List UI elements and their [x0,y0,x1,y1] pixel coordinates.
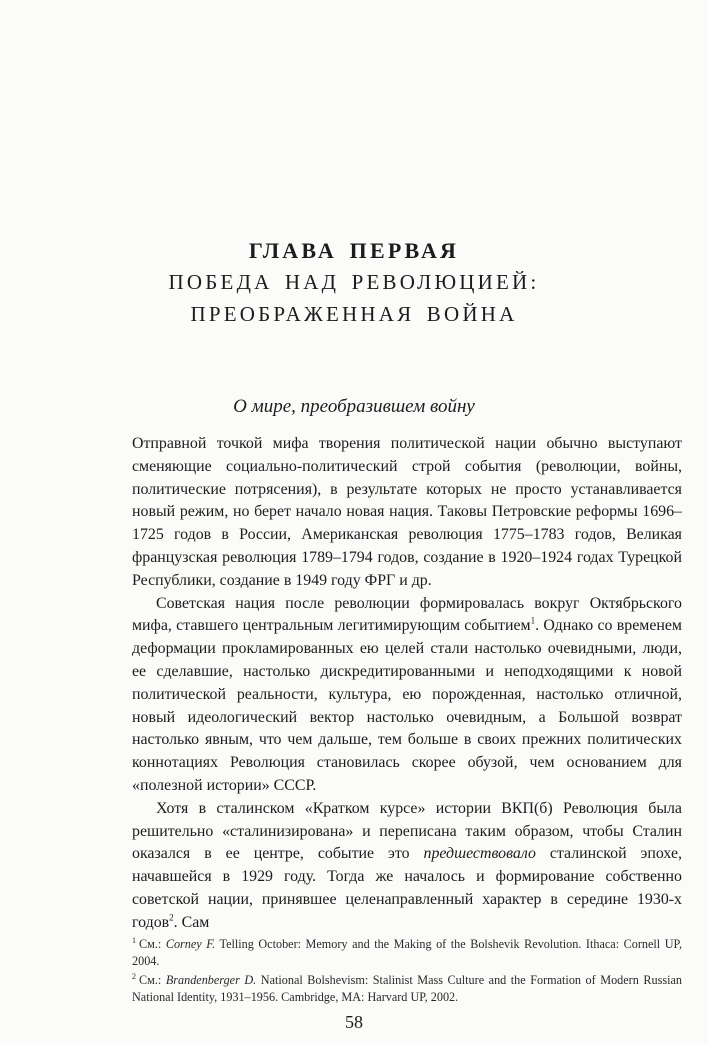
paragraph-3-emphasis: предшествовало [423,845,536,863]
paragraph-2-text-a: Советская нация после революции формировалась вокруг Октябрьского мифа, ставшего центральным легитимирующим событием [132,594,682,635]
paragraph-1: Отправной точкой мифа творения политической нации обычно выступают сменяющие социально-политический строй события (революции, войны, политические потрясения), в результате которых не просто устанавливается новый режим, но берет начало новая нация. Таковы Петровские реформы 1696–1725 годов в России, Американская революция 1775–1783 годов, Великая французская революция 1789–1794 годов, создание в 1920–1924 годах Турецкой Республики, создание в 1949 году ФРГ и др. [132,435,682,589]
chapter-subtitle-line-1: ПОБЕДА НАД РЕВОЛЮЦИЕЙ: [168,270,540,294]
paragraph-3 [132,798,682,935]
chapter-subtitle-line-2: ПРЕОБРАЖЕННАЯ ВОЙНА [190,302,518,326]
footnote-text: National Bolshevism: Stalinist Mass Culture and the Formation of Modern Russian National Identity, 1931–1956. Cambridge, MA: Harvard UP, 2002. [132,973,682,1004]
footnote-1 [132,936,682,970]
footnote-author: Corney F. [165,937,216,951]
footnote-prefix: См.: [139,973,166,987]
section-title: О мире, преобразившем войну [233,396,475,417]
footnote-number: 1 [132,935,136,945]
paragraph-3-text-c: . Сам [173,913,210,931]
footnote-text: Telling October: Memory and the Making of the Bolshevik Revolution. Ithaca: Cornell UP, 2004. [132,937,682,968]
footnote-prefix: См.: [139,937,166,951]
paragraph-2 [132,593,682,798]
footnote-ref-1: 1 [530,616,536,627]
paragraph-3-text-a: Хотя в сталинском «Кратком курсе» истории ВКП(б) Революция была решительно «сталинизирована» и переписана таким образом, чтобы Сталин оказался в ее центре, событие это [132,799,682,863]
footnote-number: 2 [132,971,136,981]
chapter-title: ГЛАВА ПЕРВАЯ [248,238,460,263]
footnote-2 [132,972,682,1006]
paragraph-2-text-b: . Однако со временем деформации прокламированных ею целей стали настолько очевидными, люди, ее сделавшие, настолько дискредитированными и неподходящими к новой политической реальности, культура, ею порожденная, настолько отличной, новый идеологический вектор настолько очевидным, а Большой возврат настолько явным, что чем дальше, тем больше в своих прежних политических коннотациях Революция становилась скорее обузой, чем основанием для «полезной истории» СССР. [132,617,682,794]
paragraph-3-text-b: сталинской эпохе, начавшейся в 1929 году. Тогда же началось и формирование собственно советской нации, принявшее целенаправленный характер в середине 1930-х годов [132,845,682,931]
footnote-author: Brandenberger D. [165,973,257,987]
footnotes [132,936,682,1006]
body-text [132,433,682,935]
page-number: 58 [345,1012,363,1032]
footnote-ref-2: 2 [169,912,174,923]
